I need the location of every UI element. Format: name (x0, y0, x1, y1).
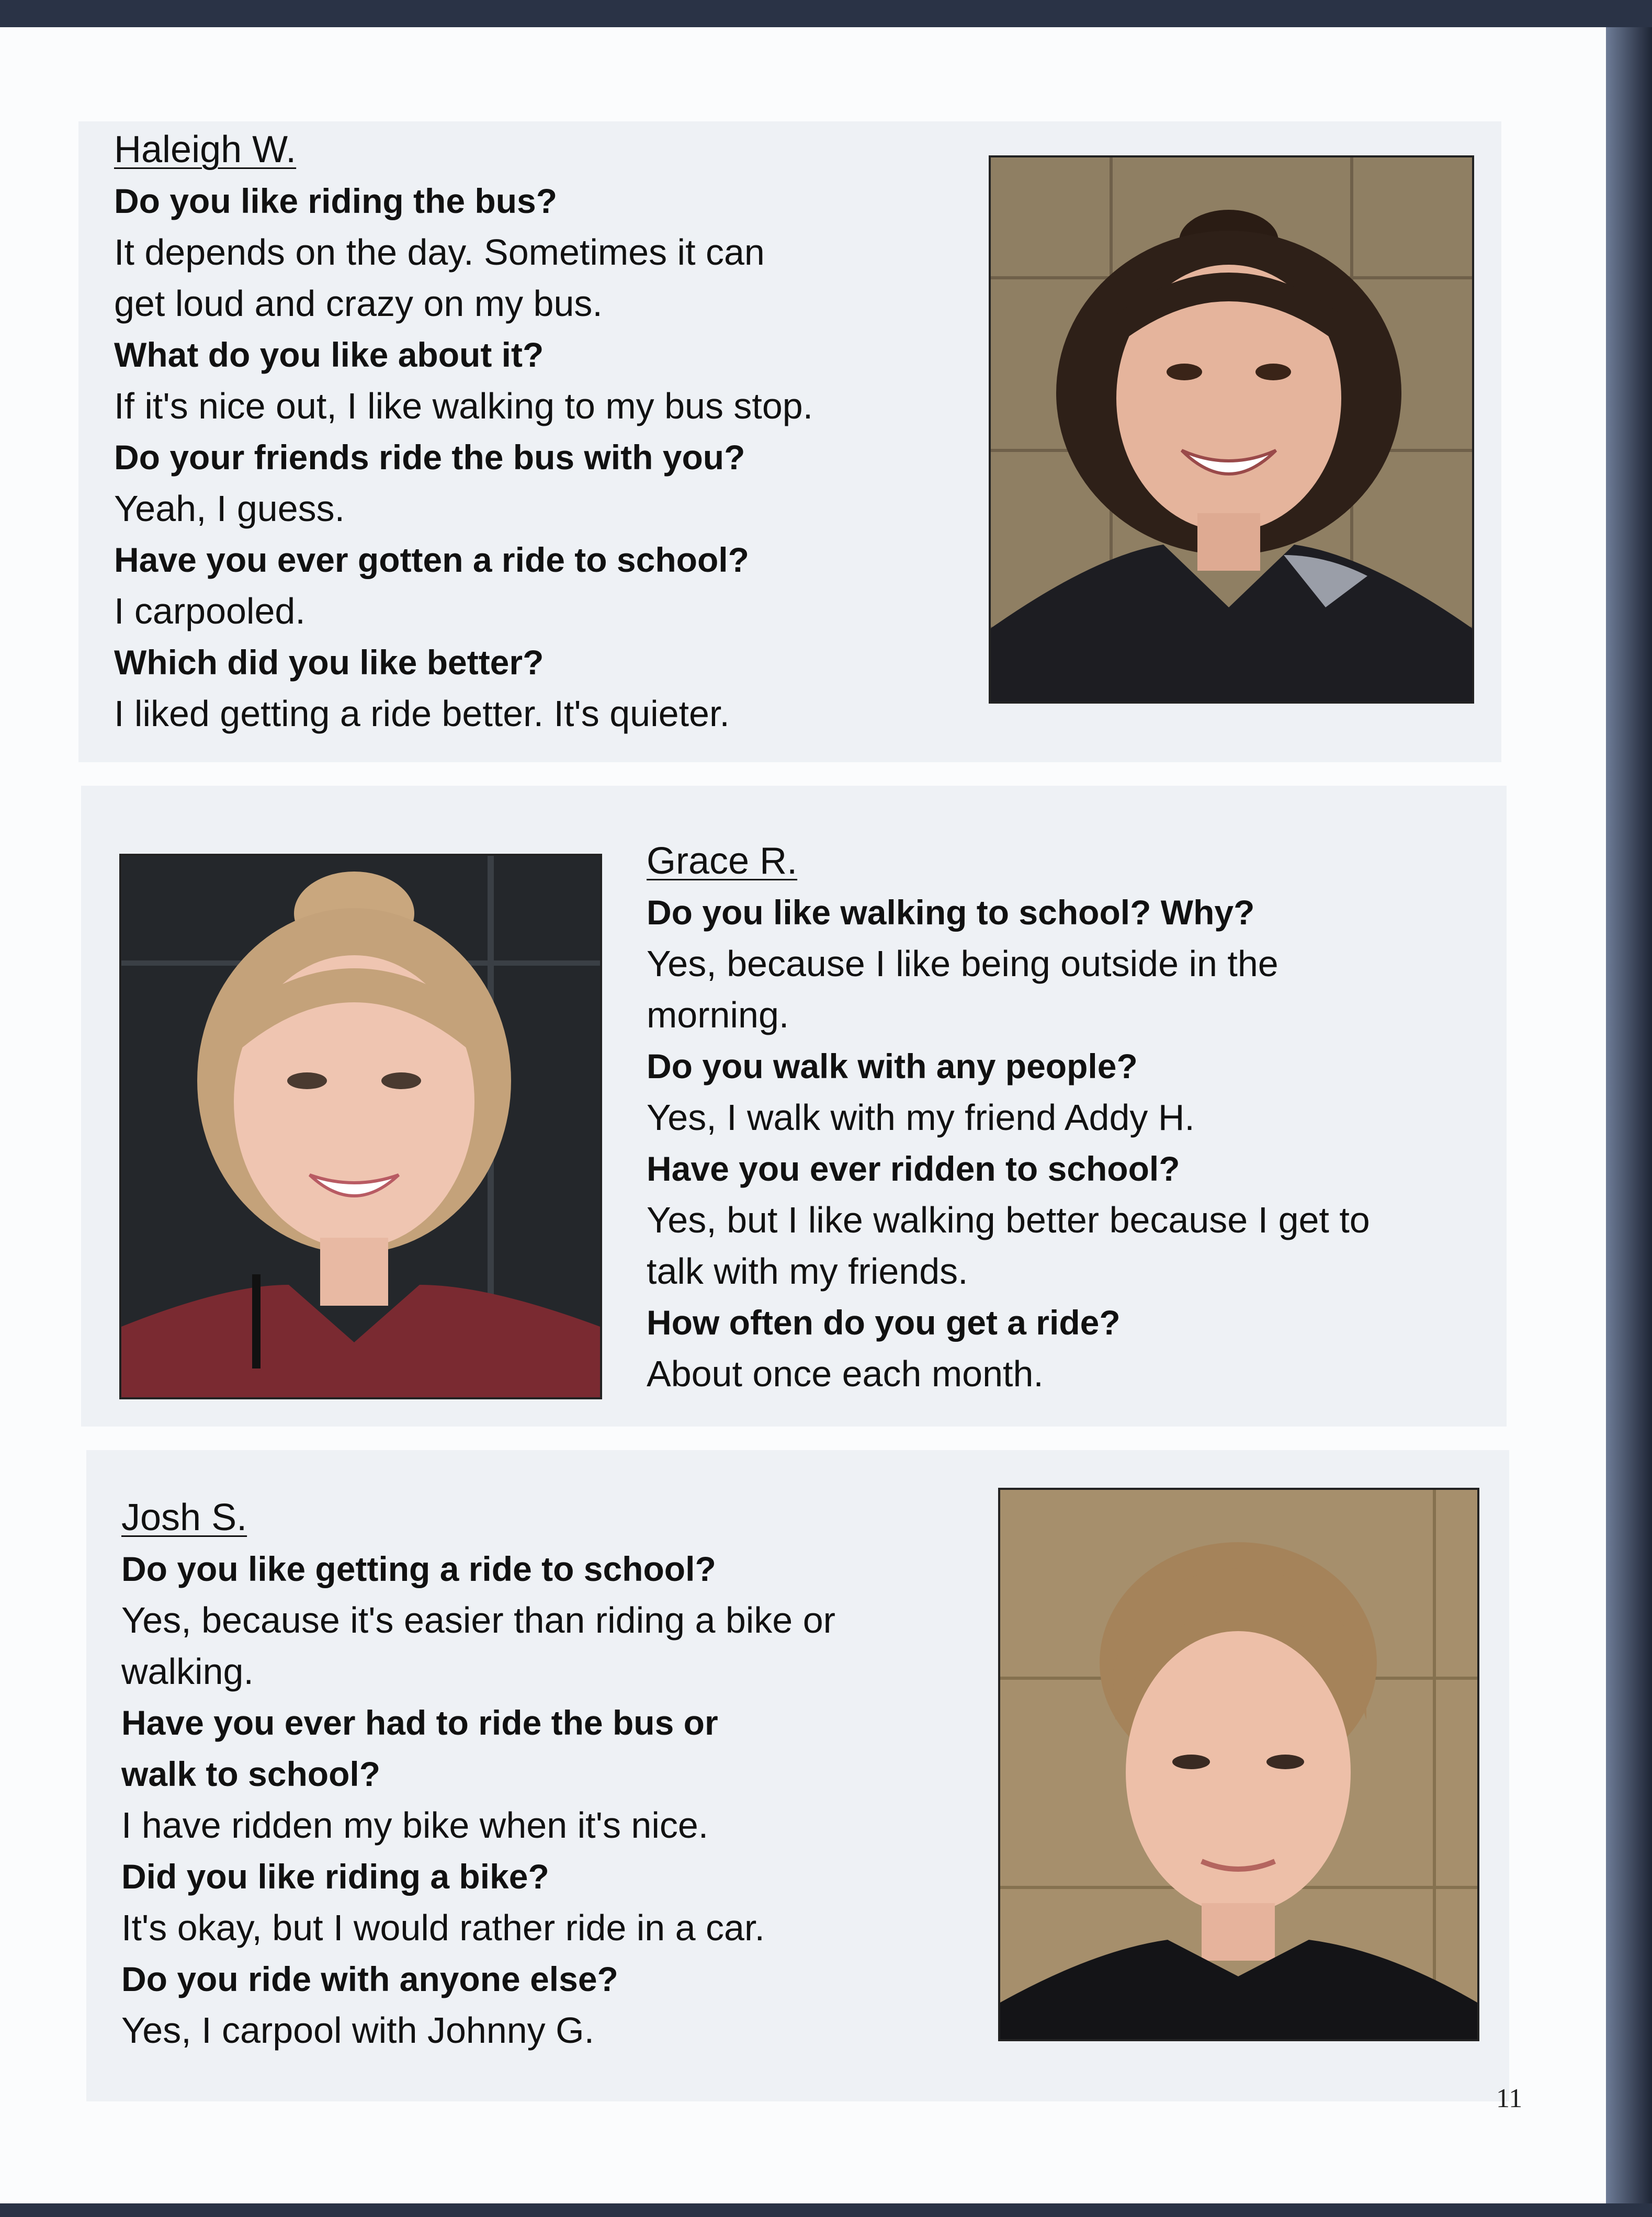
page-number: 11 (1496, 2084, 1523, 2113)
question: Do you like walking to school? Why? (647, 893, 1255, 932)
answer-line: I have ridden my bike when it's nice. (121, 1805, 709, 1846)
question: How often do you get a ride? (647, 1303, 1121, 1342)
answer-line: It's okay, but I would rather ride in a car. (121, 1907, 765, 1948)
interview-josh (121, 1492, 969, 2056)
book-cover-edge (1606, 27, 1652, 2203)
question: Do you walk with any people? (647, 1047, 1138, 1085)
answer-line: Yes, because I like being outside in the (647, 943, 1278, 984)
yearbook-page (0, 27, 1617, 2203)
answer-line: I carpooled. (114, 591, 305, 631)
question: Do you like getting a ride to school? (121, 1549, 716, 1588)
interview-grace (647, 835, 1536, 1399)
question: Which did you like better? (114, 643, 544, 682)
answer-line: About once each month. (647, 1353, 1044, 1394)
student-name: Grace R. (647, 840, 798, 882)
answer-line: If it's nice out, I like walking to my bus stop. (114, 386, 813, 426)
question: Have you ever had to ride the bus or (121, 1703, 718, 1742)
answer-line: Yeah, I guess. (114, 488, 345, 529)
question: walk to school? (121, 1755, 381, 1793)
answer-line: I liked getting a ride better. It's quieter. (114, 693, 730, 734)
answer-line: Yes, because it's easier than riding a bike or (121, 1600, 835, 1641)
student-photo-josh (998, 1488, 1479, 2041)
interview-haleigh (114, 124, 961, 739)
question: What do you like about it? (114, 335, 544, 374)
answer-line: It depends on the day. Sometimes it can (114, 232, 765, 273)
answer-line: walking. (121, 1651, 254, 1692)
answer-line: talk with my friends. (647, 1251, 968, 1292)
question: Have you ever gotten a ride to school? (114, 540, 749, 579)
student-name: Josh S. (121, 1497, 247, 1539)
answer-line: Yes, I walk with my friend Addy H. (647, 1097, 1195, 1138)
answer-line: Yes, I carpool with Johnny G. (121, 2010, 595, 2051)
question: Have you ever ridden to school? (647, 1149, 1180, 1188)
answer-line: morning. (647, 994, 789, 1035)
student-photo-grace (119, 854, 602, 1399)
question: Do you like riding the bus? (114, 182, 558, 220)
question: Do your friends ride the bus with you? (114, 438, 745, 477)
question: Do you ride with anyone else? (121, 1960, 618, 1998)
answer-line: get loud and crazy on my bus. (114, 283, 603, 324)
student-name: Haleigh W. (114, 129, 297, 171)
question: Did you like riding a bike? (121, 1857, 549, 1896)
answer-line: Yes, but I like walking better because I get to (647, 1200, 1370, 1240)
student-photo-haleigh (989, 155, 1474, 704)
